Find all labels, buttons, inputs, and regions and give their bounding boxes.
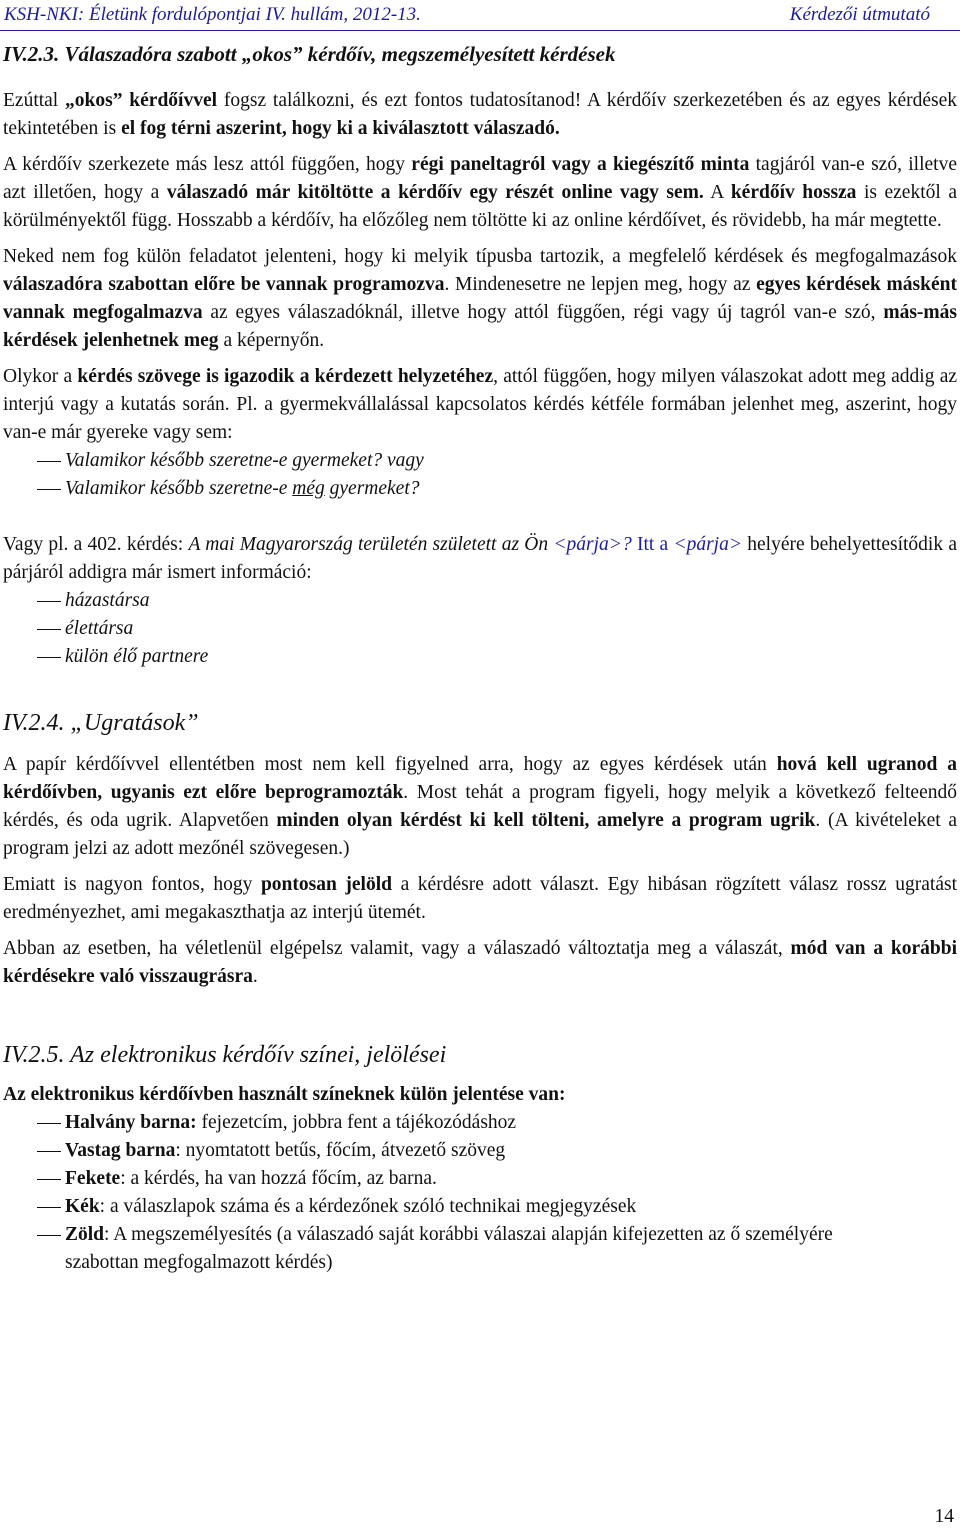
paragraph bbox=[3, 151, 957, 235]
list-item bbox=[3, 475, 957, 503]
text: a kérdésre adott választ. Egy hibásan rögzített válasz rossz ugratást eredményezhet, ami megakaszthatja az interjú ütemét. bbox=[3, 874, 957, 923]
text: Ezúttal bbox=[3, 90, 66, 111]
text: Olykor a bbox=[3, 366, 78, 387]
text: tagjáról van-e szó, illetve azt illetően, hogy a bbox=[3, 154, 957, 203]
bold-text: minden olyan kérdést ki kell tölteni, amelyre a program ugrik bbox=[276, 810, 816, 831]
list-item: házastársa bbox=[3, 587, 957, 615]
bold-text: Fekete bbox=[65, 1168, 121, 1189]
bold-text: Kék bbox=[65, 1196, 100, 1217]
text: : a kérdés, ha van hozzá főcím, az barna. bbox=[120, 1168, 437, 1189]
text: az egyes válaszadóknál, illetve hogy attól függően, régi vagy új tagról van-e szó, bbox=[202, 302, 884, 323]
partner-info-list bbox=[3, 587, 957, 671]
text: Emiatt is nagyon fontos, hogy bbox=[3, 874, 261, 895]
text: A papír kérdőívvel ellentétben most nem kell figyelned arra, hogy az egyes kérdések után bbox=[3, 754, 777, 775]
italic-text: A mai Magyarország területén született az Ön bbox=[188, 534, 554, 555]
color-meanings-list bbox=[3, 1109, 957, 1277]
text: . Most tehát a program figyeli, hogy melyik a következő felteendő kérdés, és oda ugrik. Alapvetően bbox=[3, 782, 957, 831]
paragraph bbox=[3, 243, 957, 355]
list-item: élettársa bbox=[3, 615, 957, 643]
bold-text: Az elektronikus kérdőívben használt színeknek külön jelentése van: bbox=[3, 1084, 566, 1105]
section-title-iv-2-4: IV.2.4. „Ugratások” bbox=[3, 710, 199, 736]
text: fejezetcím, jobbra fent a tájékozódáshoz bbox=[196, 1112, 517, 1133]
bold-text: „okos” kérdőívvel bbox=[65, 90, 218, 111]
page-content bbox=[3, 41, 957, 1277]
text: : nyomtatott betűs, főcím, átvezető szöveg bbox=[175, 1140, 506, 1161]
section-title-iv-2-3: IV.2.3. Válaszadóra szabott „okos” kérdőív, megszemélyesített kérdések bbox=[3, 42, 616, 66]
page-number: 14 bbox=[934, 1506, 954, 1527]
bold-text: Vastag barna bbox=[65, 1140, 176, 1161]
placeholder-token: <párja>? bbox=[553, 534, 632, 555]
bold-text: mód van a korábbi kérdésekre való visszaugrásra bbox=[3, 938, 957, 987]
bold-text: egyes kérdések másként vannak megfogalmazva bbox=[3, 274, 957, 323]
bold-text: más-más kérdések jelenhetnek meg bbox=[3, 302, 957, 351]
text: : A megszemélyesítés (a válaszadó saját korábbi válaszai alapján kifejezetten az ő személyére szabottan megfogalmazott kérdés) bbox=[65, 1224, 833, 1273]
text: . (A kivételeket a program jelzi az adott mezőnél szövegesen.) bbox=[3, 810, 957, 859]
bold-text: Halvány barna: bbox=[65, 1112, 197, 1133]
text: a képernyőn. bbox=[218, 330, 325, 351]
list-item bbox=[3, 1221, 957, 1277]
text: A kérdőív szerkezete más lesz attól függően, hogy bbox=[3, 154, 412, 175]
text: Itt a bbox=[631, 534, 674, 555]
text: helyére behelyettesítődik a párjáról addigra már ismert információ: bbox=[3, 534, 957, 583]
header-right: Kérdezői útmutató bbox=[789, 4, 930, 25]
bold-text: kérdés szövege is igazodik a kérdezett helyzetéhez bbox=[77, 366, 494, 387]
bold-text: régi paneltagról vagy a kiegészítő minta bbox=[411, 154, 750, 175]
placeholder-token: <párja> bbox=[673, 534, 743, 555]
bold-text: válaszadóra szabottan előre be vannak programozva bbox=[3, 274, 445, 295]
page-header bbox=[0, 0, 960, 30]
text: is ezektől a körülményektől függ. Hosszabb a kérdőív, ha előzőleg nem töltötte ki az online kérdőívet, és rövidebb, ha már megtette. bbox=[3, 182, 957, 231]
list-item: külön élő partnere bbox=[3, 643, 957, 671]
bold-text: kérdőív hossza bbox=[730, 182, 857, 203]
bold-text: Zöld bbox=[65, 1224, 105, 1245]
text: . Mindenesetre ne lepjen meg, hogy az bbox=[444, 274, 757, 295]
bold-text: pontosan jelöld bbox=[260, 874, 392, 895]
text: : a válaszlapok száma és a kérdezőnek szóló technikai megjegyzések bbox=[99, 1196, 637, 1217]
text: gyermeket? bbox=[324, 478, 420, 499]
paragraph bbox=[3, 363, 957, 447]
header-left: KSH-NKI: Életünk fordulópontjai IV. hullám, 2012-13. bbox=[4, 4, 421, 25]
list-item bbox=[3, 1165, 957, 1193]
paragraph bbox=[3, 871, 957, 927]
paragraph bbox=[3, 1081, 957, 1109]
text: Neked nem fog külön feladatot jelenteni, hogy ki melyik típusba tartozik, a megfelelő kérdések és megfogalmazások bbox=[3, 246, 957, 267]
text: Vagy pl. a 402. kérdés: bbox=[3, 534, 189, 555]
paragraph bbox=[3, 935, 957, 991]
header-rule bbox=[0, 30, 960, 31]
text: Valamikor később szeretne-e bbox=[65, 478, 293, 499]
question-variants-list bbox=[3, 447, 957, 503]
bold-text: válaszadó már kitöltötte a kérdőív egy részét online vagy sem. bbox=[166, 182, 704, 203]
bold-text: hová kell ugranod a kérdőívben, ugyanis ezt előre beprogramozták bbox=[3, 754, 957, 803]
list-item bbox=[3, 1137, 957, 1165]
paragraph bbox=[3, 87, 957, 143]
paragraph bbox=[3, 531, 957, 587]
text: . bbox=[252, 966, 258, 987]
list-item bbox=[3, 1193, 957, 1221]
text: , attól függően, hogy milyen válaszokat adott meg addig az interjú vagy a kutatás során. Pl. a gyermekvállalással kapcsolatos kérdés kétféle formában jelenhet meg, aszerint, hogy van-e már gyereke vagy sem: bbox=[3, 366, 958, 443]
list-item: Valamikor később szeretne-e gyermeket? vagy bbox=[3, 447, 957, 475]
text: fogsz találkozni, és ezt fontos tudatosítanod! A kérdőív szerkezetében és az egyes kérdések tekintetében is bbox=[3, 90, 957, 139]
list-item bbox=[3, 1109, 957, 1137]
text: Abban az esetben, ha véletlenül elgépelsz valamit, vagy a válaszadó változtatja meg a válaszát, bbox=[3, 938, 791, 959]
section-title-iv-2-5: IV.2.5. Az elektronikus kérdőív színei, jelölései bbox=[3, 1042, 447, 1068]
paragraph bbox=[3, 751, 957, 863]
bold-text: el fog térni aszerint, hogy ki a kiválasztott válaszadó. bbox=[121, 118, 560, 139]
text: A bbox=[703, 182, 731, 203]
underlined-text: még bbox=[292, 478, 325, 499]
